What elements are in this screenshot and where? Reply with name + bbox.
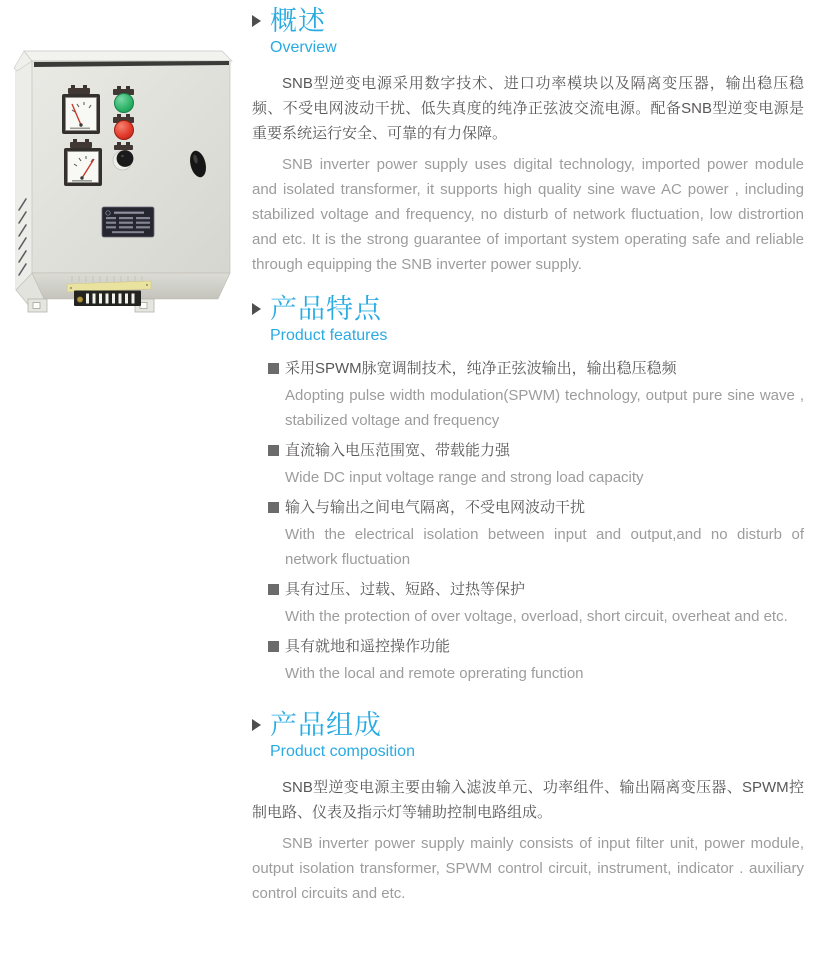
overview-title-zh: 概述 (270, 6, 326, 36)
cabinet-illustration (10, 38, 250, 328)
feature-item (268, 356, 804, 433)
feature-zh: 具有就地和遥控操作功能 (268, 634, 804, 660)
bullet-square-icon (268, 445, 279, 456)
section-overview-header (252, 6, 804, 58)
features-list (268, 356, 804, 686)
overview-paragraph-en: SNB inverter power supply uses digital technology, imported power module and isolated transformer, it supports high quality sine wave AC power , including stabilized voltage and frequency, no disturb of network fluctuation, low distrortion and etc. It is the strong guarantee of important system operating safe and reliable through equipping the SNB inverter power supply. (252, 156, 804, 273)
features-title-zh: 产品特点 (270, 294, 382, 324)
composition-paragraph-zh: SNB型逆变电源主要由输入滤波单元、功率组件、输出隔离变压器、SPWM控制电路、仪表及指示灯等辅助控制电路组成。 (252, 779, 804, 821)
feature-zh: 采用SPWM脉宽调制技术，纯净正弦波输出，输出稳压稳频 (268, 356, 804, 382)
nameplate (102, 207, 154, 237)
section-marker-icon (252, 719, 261, 731)
feature-en: Wide DC input voltage range and strong load capacity (285, 469, 644, 486)
section-features-header (252, 294, 804, 346)
feature-en: With the protection of over voltage, overload, short circuit, overheat and etc. (285, 608, 788, 625)
feature-en: Adopting pulse width modulation(SPWM) technology, output pure sine wave , stabilized voltage and frequency (285, 387, 804, 429)
feature-item (268, 495, 804, 572)
feature-item (268, 577, 804, 629)
composition-paragraph-en: SNB inverter power supply mainly consists of input filter unit, power module, output isolation transformer, SPWM control circuit, instrument, indicator . auxiliary control circuits and etc. (252, 835, 804, 902)
feature-zh: 具有过压、过载、短路、过热等保护 (268, 577, 804, 603)
composition-title-en: Product composition (270, 743, 415, 760)
composition-title-zh: 产品组成 (270, 710, 382, 740)
bullet-square-icon (268, 584, 279, 595)
feature-zh: 输入与输出之间电气隔离，不受电网波动干扰 (268, 495, 804, 521)
mounting-bracket-left (28, 299, 47, 312)
cabinet-top-lid (24, 51, 232, 61)
section-marker-icon (252, 15, 261, 27)
bullet-square-icon (268, 502, 279, 513)
bullet-square-icon (268, 363, 279, 374)
rotary-switch-knob (113, 142, 133, 170)
red-stop-button (113, 114, 134, 140)
feature-en: With the electrical isolation between input and output,and no disturb of network fluctuation (285, 526, 804, 568)
cabinet-side-panel-fill (16, 61, 32, 290)
terminal-strip (67, 281, 151, 306)
features-title-en: Product features (270, 327, 388, 344)
section-composition-header (252, 710, 804, 762)
bullet-square-icon (268, 641, 279, 652)
feature-zh: 直流输入电压范围宽、带载能力强 (268, 438, 804, 464)
feature-item (268, 634, 804, 686)
feature-en: With the local and remote oprerating function (285, 665, 584, 682)
overview-paragraph-zh: SNB型逆变电源采用数字技术、进口功率模块以及隔离变压器，输出稳压稳频、不受电网波动干扰、低失真度的纯净正弦波交流电源。配备SNB型逆变电源是重要系统运行安全、可靠的有力保障。 (252, 75, 804, 142)
feature-item (268, 438, 804, 490)
overview-title-en: Overview (270, 39, 337, 56)
content-column (252, 6, 804, 906)
green-start-button (113, 86, 134, 113)
section-marker-icon (252, 303, 261, 315)
